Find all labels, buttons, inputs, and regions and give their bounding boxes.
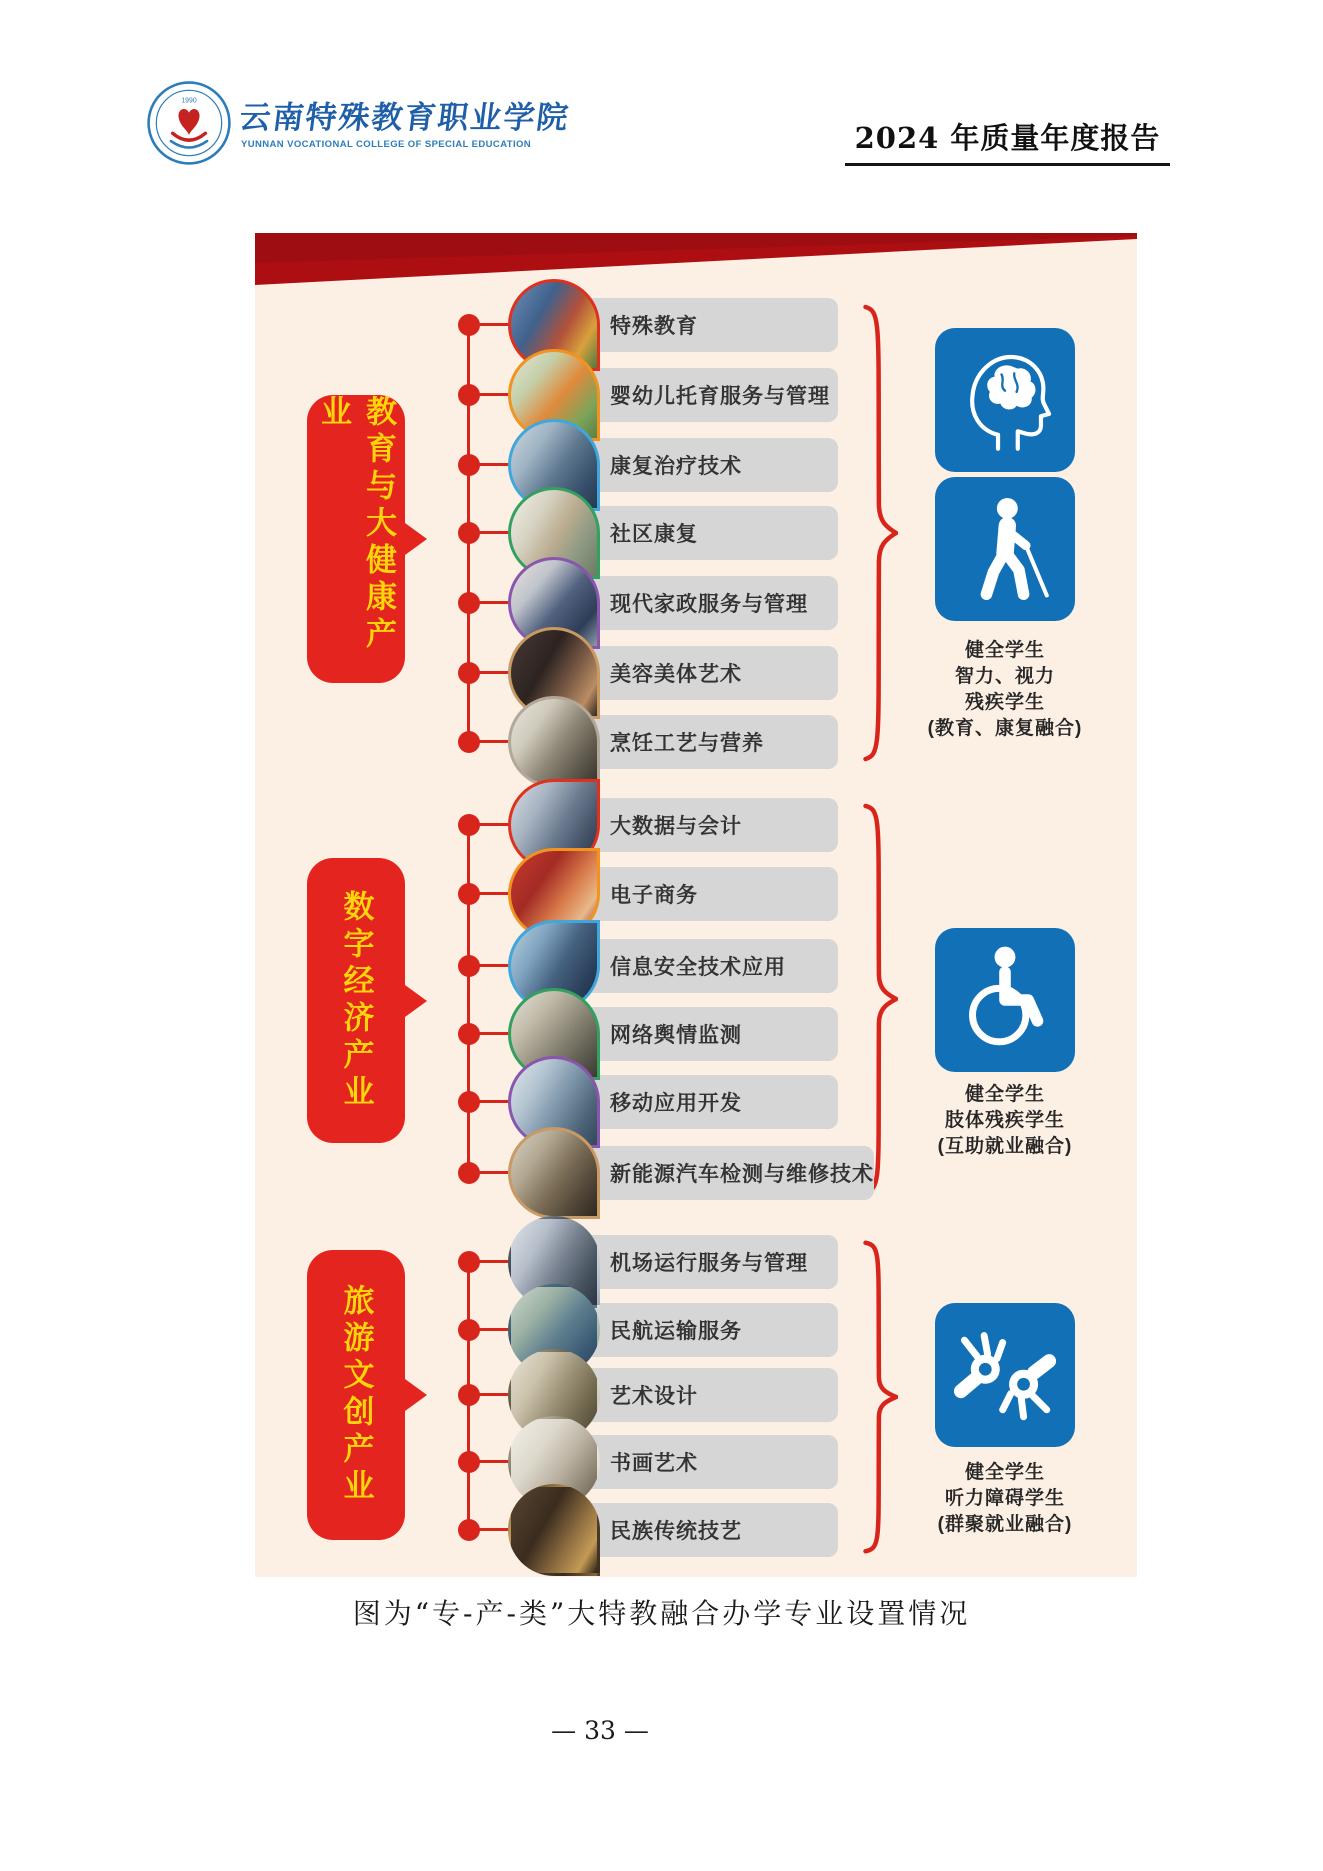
group-label-text: 教育与大健康产业 [316, 395, 396, 654]
major-label-bar [572, 715, 838, 769]
connector-dot [458, 592, 480, 614]
major-label-bar [572, 1235, 838, 1289]
major-name: 网络舆情监测 [610, 1024, 742, 1047]
major-label-bar [572, 1435, 838, 1489]
major-name: 机场运行服务与管理 [610, 1252, 808, 1275]
college-name-en: YUNNAN VOCATIONAL COLLEGE OF SPECIAL EDUCATION [241, 139, 532, 150]
connector-dot [458, 1384, 480, 1406]
connector-dot [458, 384, 480, 406]
connector-dot [458, 731, 480, 753]
major-label-bar [572, 368, 838, 422]
major-photo [508, 696, 600, 788]
outcome-caption-line: (教育、康复融合) [927, 718, 1083, 739]
major-row [448, 696, 908, 788]
page-number: — 33 — [551, 1716, 649, 1745]
header-underline [845, 163, 1170, 166]
connector-dot [458, 314, 480, 336]
college-emblem-icon [146, 80, 232, 166]
sign-language-icon [947, 1315, 1063, 1435]
group-label-arrow-icon [405, 523, 427, 555]
major-photo [508, 1484, 600, 1576]
connector-dot [458, 522, 480, 544]
connector-dot [458, 1162, 480, 1184]
major-name: 美容美体艺术 [610, 663, 742, 686]
major-name: 民族传统技艺 [610, 1520, 742, 1543]
major-name: 新能源汽车检测与维修技术 [610, 1163, 874, 1186]
major-photo [508, 1127, 600, 1219]
connector-dot [458, 662, 480, 684]
group-label-digital-economy [307, 858, 405, 1143]
group-label-text: 数字经济产业 [338, 889, 374, 1112]
major-name: 婴幼儿托育服务与管理 [610, 385, 830, 408]
major-label-bar [572, 1007, 838, 1061]
wheelchair-icon [947, 940, 1063, 1060]
outcome-caption-line: 肢体残疾学生 [944, 1110, 1065, 1131]
outcome-caption [860, 638, 1150, 742]
major-label-bar [572, 576, 838, 630]
blind-person-icon [947, 489, 1063, 609]
outcome-icon-box [935, 928, 1075, 1072]
major-row [448, 1484, 908, 1576]
report-title: 2024 年质量年度报告 [854, 121, 1161, 155]
connector-dot [458, 1451, 480, 1473]
connector-dot [458, 814, 480, 836]
major-label-bar [572, 1075, 838, 1129]
major-name: 民航运输服务 [610, 1320, 742, 1343]
logo-year: 1990 [181, 97, 197, 105]
major-label-bar [572, 1368, 838, 1422]
group-label-education-health [307, 395, 405, 683]
connector-dot [458, 955, 480, 977]
outcome-caption-line: (群聚就业融合) [937, 1514, 1073, 1535]
brain-head-icon [947, 340, 1063, 460]
college-name-cn: 云南特殊教育职业学院 [237, 100, 572, 136]
connector-dot [458, 1519, 480, 1541]
outcome-caption-line: 听力障碍学生 [944, 1488, 1065, 1509]
major-name: 烹饪工艺与营养 [610, 732, 764, 755]
outcome-icon-box [935, 328, 1075, 472]
group-label-tourism-culture [307, 1250, 405, 1540]
major-row [448, 1127, 908, 1219]
group-label-arrow-icon [405, 985, 427, 1017]
major-name: 现代家政服务与管理 [610, 593, 808, 616]
connector-dot [458, 1251, 480, 1273]
outcome-caption-line: (互助就业融合) [937, 1136, 1073, 1157]
major-label-bar [572, 1146, 874, 1200]
major-label-bar [572, 438, 838, 492]
outcome-caption [860, 1460, 1150, 1538]
group-label-arrow-icon [405, 1379, 427, 1411]
major-name: 大数据与会计 [610, 815, 742, 838]
major-label-bar [572, 798, 838, 852]
major-name: 信息安全技术应用 [610, 956, 786, 979]
major-name: 电子商务 [610, 884, 698, 907]
outcome-icon-box [935, 1303, 1075, 1447]
major-name: 社区康复 [610, 523, 698, 546]
connector-dot [458, 454, 480, 476]
outcome-caption-line: 健全学生 [964, 1462, 1045, 1483]
connector-dot [458, 883, 480, 905]
major-name: 书画艺术 [610, 1452, 698, 1475]
major-label-bar [572, 939, 838, 993]
major-name: 特殊教育 [610, 315, 698, 338]
outcome-caption-line: 残疾学生 [964, 692, 1045, 713]
major-label-bar [572, 867, 838, 921]
figure-caption: 图为“专-产-类”大特教融合办学专业设置情况 [352, 1597, 971, 1630]
outcome-caption [860, 1082, 1150, 1160]
major-name: 移动应用开发 [610, 1092, 742, 1115]
connector-dot [458, 1091, 480, 1113]
connector-dot [458, 1023, 480, 1045]
major-name: 艺术设计 [610, 1385, 698, 1408]
major-label-bar [572, 506, 838, 560]
group-label-text: 旅游文创产业 [338, 1284, 374, 1506]
major-label-bar [572, 646, 838, 700]
college-logo [146, 80, 232, 166]
major-label-bar [572, 1303, 838, 1357]
major-name: 康复治疗技术 [610, 455, 742, 478]
outcome-caption-line: 健全学生 [964, 640, 1045, 661]
connector-dot [458, 1319, 480, 1341]
major-label-bar [572, 1503, 838, 1557]
outcome-icon-box [935, 477, 1075, 621]
outcome-caption-line: 智力、视力 [954, 666, 1055, 687]
outcome-caption-line: 健全学生 [964, 1084, 1045, 1105]
major-label-bar [572, 298, 838, 352]
